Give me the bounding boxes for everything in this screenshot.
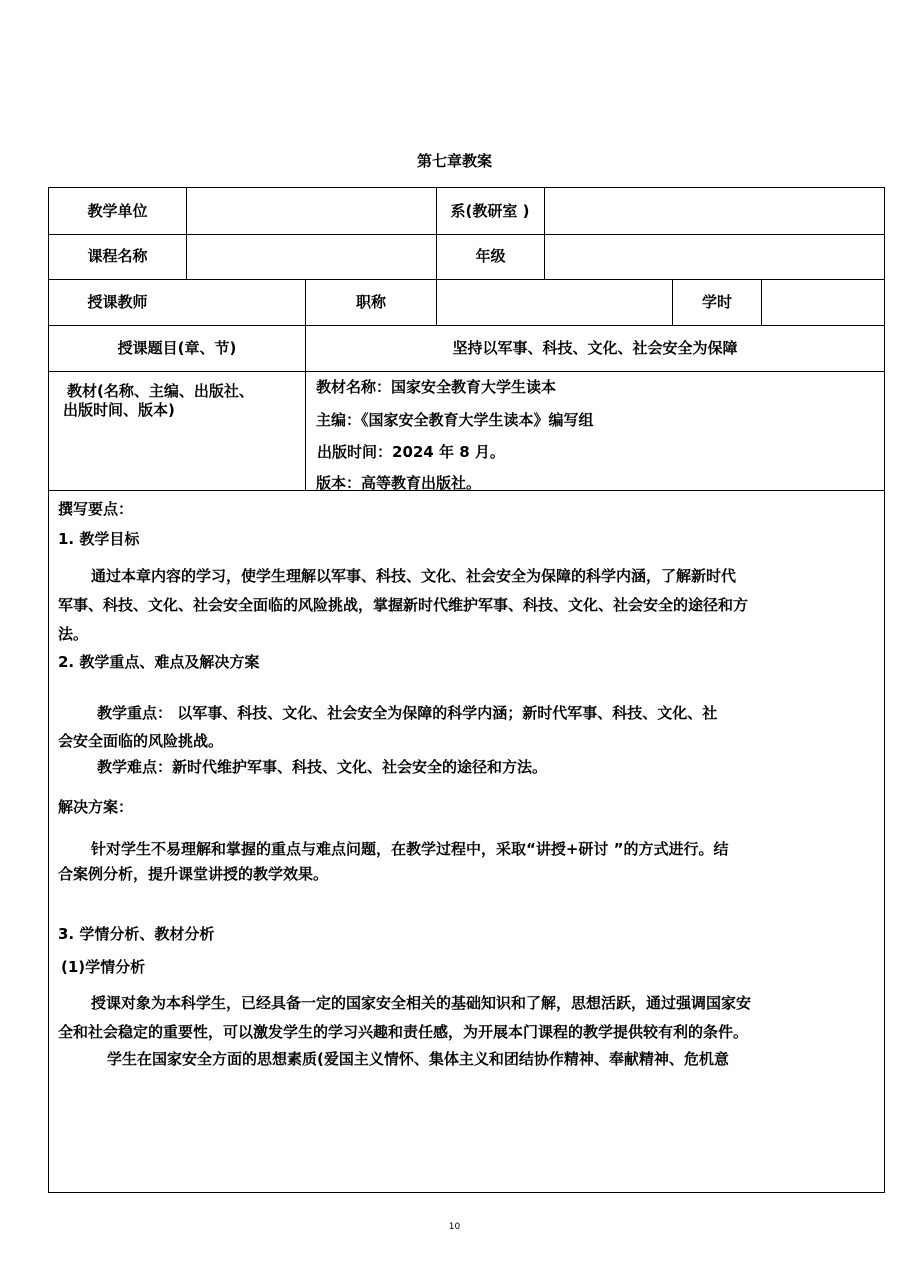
grade-value <box>545 234 884 279</box>
textbook-editor: 主编：《国家安全教育大学生读本》编写组 <box>316 411 594 429</box>
hours-value <box>762 279 884 325</box>
topic-value: 坚持以军事、科技、文化、社会安全为保障 <box>452 338 738 357</box>
paragraph-line: 通过本章内容的学习，使学生理解以军事、科技、文化、社会安全为保障的科学内涵，了解新时代 <box>91 567 737 585</box>
paragraph-line: 合案例分析，提升课堂讲授的教学效果。 <box>58 865 329 883</box>
paragraph-line: 法。 <box>58 625 89 643</box>
textbook-label: 教材(名称、主编、出版社、 <box>67 382 254 400</box>
writing-points-heading: 撰写要点： <box>58 500 134 518</box>
teacher-value <box>187 279 305 325</box>
paragraph-line: 学生在国家安全方面的思想素质(爱国主义情怀、集体主义和团结协作精神、奉献精神、危机意 <box>107 1050 729 1068</box>
department-label: 系(教研室 ) <box>450 201 530 220</box>
paragraph-line: 军事、科技、文化、社会安全面临的风险挑战，掌握新时代维护军事、科技、文化、社会安全的途径和方 <box>58 596 749 614</box>
course-name-label: 课程名称 <box>87 247 148 265</box>
textbook-edition: 版本：高等教育出版社。 <box>316 474 482 492</box>
teaching-unit-label: 教学单位 <box>87 201 148 220</box>
sub-heading: (1)学情分析 <box>61 958 146 976</box>
department-value <box>545 188 884 234</box>
section-heading: 解决方案： <box>58 798 134 816</box>
lesson-plan-table <box>48 187 885 1193</box>
row-divider <box>49 371 884 372</box>
textbook-label: 出版时间、版本) <box>63 401 175 419</box>
section-heading: 2. 教学重点、难点及解决方案 <box>58 653 260 671</box>
course-name-value <box>187 234 436 279</box>
teacher-label: 授课教师 <box>87 292 148 311</box>
section-heading: 3. 学情分析、教材分析 <box>58 925 215 943</box>
topic-label: 授课题目(章、节) <box>117 338 237 357</box>
textbook-name: 教材名称：国家安全教育大学生读本 <box>316 378 557 396</box>
title-value <box>437 279 672 325</box>
page-title: 第七章教案 <box>416 152 492 170</box>
paragraph-line: 授课对象为本科学生，已经具备一定的国家安全相关的基础知识和了解，思想活跃，通过强调国家安 <box>91 994 752 1012</box>
textbook-date: 出版时间：2024 年 8 月。 <box>317 443 505 461</box>
paragraph-line: 会安全面临的风险挑战。 <box>58 732 224 750</box>
grade-label: 年级 <box>475 247 506 265</box>
paragraph-line: 针对学生不易理解和掌握的重点与难点问题，在教学过程中，采取“讲授+研讨 ”的方式进行。结 <box>91 840 729 858</box>
title-label: 职称 <box>355 292 386 311</box>
paragraph-line: 教学难点：新时代维护军事、科技、文化、社会安全的途径和方法。 <box>97 758 548 776</box>
teaching-unit-value <box>187 188 436 234</box>
hours-label: 学时 <box>701 292 732 311</box>
paragraph-line: 教学重点： 以军事、科技、文化、社会安全为保障的科学内涵；新时代军事、科技、文化、社 <box>97 704 718 722</box>
page-number: 10 <box>448 1222 461 1232</box>
section-heading: 1. 教学目标 <box>58 530 140 548</box>
paragraph-line: 全和社会稳定的重要性，可以激发学生的学习兴趣和责任感，为开展本门课程的教学提供较有利的条件。 <box>58 1023 749 1041</box>
